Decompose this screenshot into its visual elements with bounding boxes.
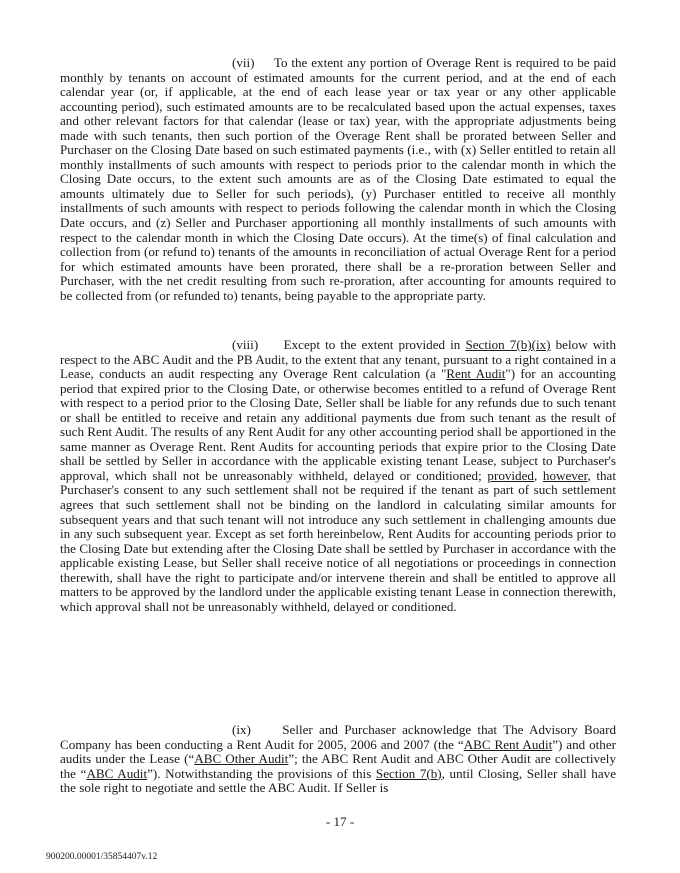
- paragraph-text: Seller and Purchaser acknowledge that The Advisory Board Company has been conducting a Rent Audit for 2005, 2006 and 2007 (the “: [60, 722, 616, 752]
- paragraph-text: , until Closing, Seller shall have the sole right to negotiate and settle the ABC Audit. If Seller is: [60, 765, 617, 796]
- defined-term: Rent Audit: [446, 366, 506, 382]
- defined-term: ABC Audit: [86, 765, 148, 781]
- paragraph-vii: [60, 56, 616, 303]
- page-number: - 17 -: [325, 814, 355, 829]
- defined-term: ABC Rent Audit: [463, 736, 553, 752]
- paragraph-text: ”). Notwithstanding the provisions of this: [147, 765, 376, 781]
- paragraph-text: To the extent any portion of Overage Rent is required to be paid monthly by tenants on account of estimated amounts for the current period, and at the end of each calendar year (or, if applicable, at the end of each lease year or tax year or any other applicable accounting period), such estimated amounts are to be recalculated based upon the actual expenses, taxes and other relevant factors for that calendar (lease or tax) year, with the appropriate adjustments being made with such tenants, then such portion of the Overage Rent shall be prorated between Seller and Purchaser on the Closing Date based on such estimated payments (i.e., with (x) Seller entitled to retain all monthly installments of such amounts with respect to periods prior to the calendar month in which the Closing Date occurs, to the extent such amounts are as of the Closing Date estimated to equal the amounts ultimately due to Seller for such periods), (y) Purchaser entitled to receive all monthly installments of such amounts with respect to periods following the calendar month in which the Closing Date occurs, and (z) Seller and Purchaser apportioning all monthly installments of such amounts with respect to the calendar month in which the Closing Date occurs). At the time(s) of final calculation and collection from (or refund to) tenants of the amounts in reconciliation of actual Overage Rent for a period for which estimated amounts have been prorated, there shall be a re-proration between Seller and Purchaser, with the net credit resulting from such re-proration, after accounting for amounts required to be collected from (or refunded to) tenants, being payable to the appropriate party.: [60, 55, 616, 303]
- paragraph-text: ”; the ABC Rent Audit and ABC Other Audit are collectively the “: [60, 751, 616, 781]
- section-reference: Section 7(b): [375, 765, 442, 781]
- paragraph-ix: [60, 723, 616, 796]
- paragraph-number: (viii): [232, 337, 259, 352]
- defined-term: ABC Other Audit: [194, 751, 289, 767]
- paragraph-text: ,: [533, 467, 543, 483]
- paragraph-number: (ix): [232, 722, 251, 737]
- section-reference: Section 7(b)(ix): [465, 337, 551, 352]
- paragraph-text: , that Purchaser's consent to any such settlement shall not be required if the tenant as part of such settlement agrees that such settlement shall not be binding on the landlord in calculating similar amounts for subsequent years and that such tenant will not introduce any such settlement in challenging amounts due in any such subsequent year. Except as set forth hereinbelow, Rent Audits for accounting periods prior to the Closing Date but extending after the Closing Date shall be settled by Purchaser in accordance with the applicable existing Lease, but Seller shall receive notice of all negotiations or proceedings in connection therewith, shall have the right to participate and/or intervene therein and shall be entitled to approve all matters to be approved by the landlord under the applicable existing tenant Lease in connection therewith, which approval shall not be unreasonably withheld, delayed or conditioned.: [60, 467, 617, 614]
- paragraph-viii: [60, 338, 616, 614]
- defined-term: provided: [487, 467, 534, 483]
- paragraph-text: Except to the extent provided in: [283, 337, 466, 352]
- defined-term: however: [542, 467, 588, 483]
- paragraph-number: (vii): [232, 55, 255, 70]
- paragraph-text: below with respect to the ABC Audit and the PB Audit, to the extent that any tenant, pursuant to a right contained in a Lease, conducts an audit respecting any Overage Rent calculation (a ": [60, 337, 616, 382]
- paragraph-text: ”) and other audits under the Lease (“: [60, 736, 616, 767]
- document-id: 900200.00001/35854407v.12: [46, 852, 158, 862]
- paragraph-text: ") for an accounting period that expired prior to the Closing Date, or otherwise becomes entitled to a refund of Overage Rent with respect to a period prior to the Closing Date, Seller shall be liable for any refunds due to such tenant or shall be entitled to receive and retain any additional payments due from such tenant as the result of such Rent Audit. The results of any Rent Audit for any other accounting period shall be apportioned in the same manner as Overage Rent. Rent Audits for accounting periods that expire prior to the Closing Date shall be settled by Seller in accordance with the applicable existing tenant Lease, subject to Purchaser's approval, which shall not be unreasonably withheld, delayed or conditioned;: [60, 366, 616, 483]
